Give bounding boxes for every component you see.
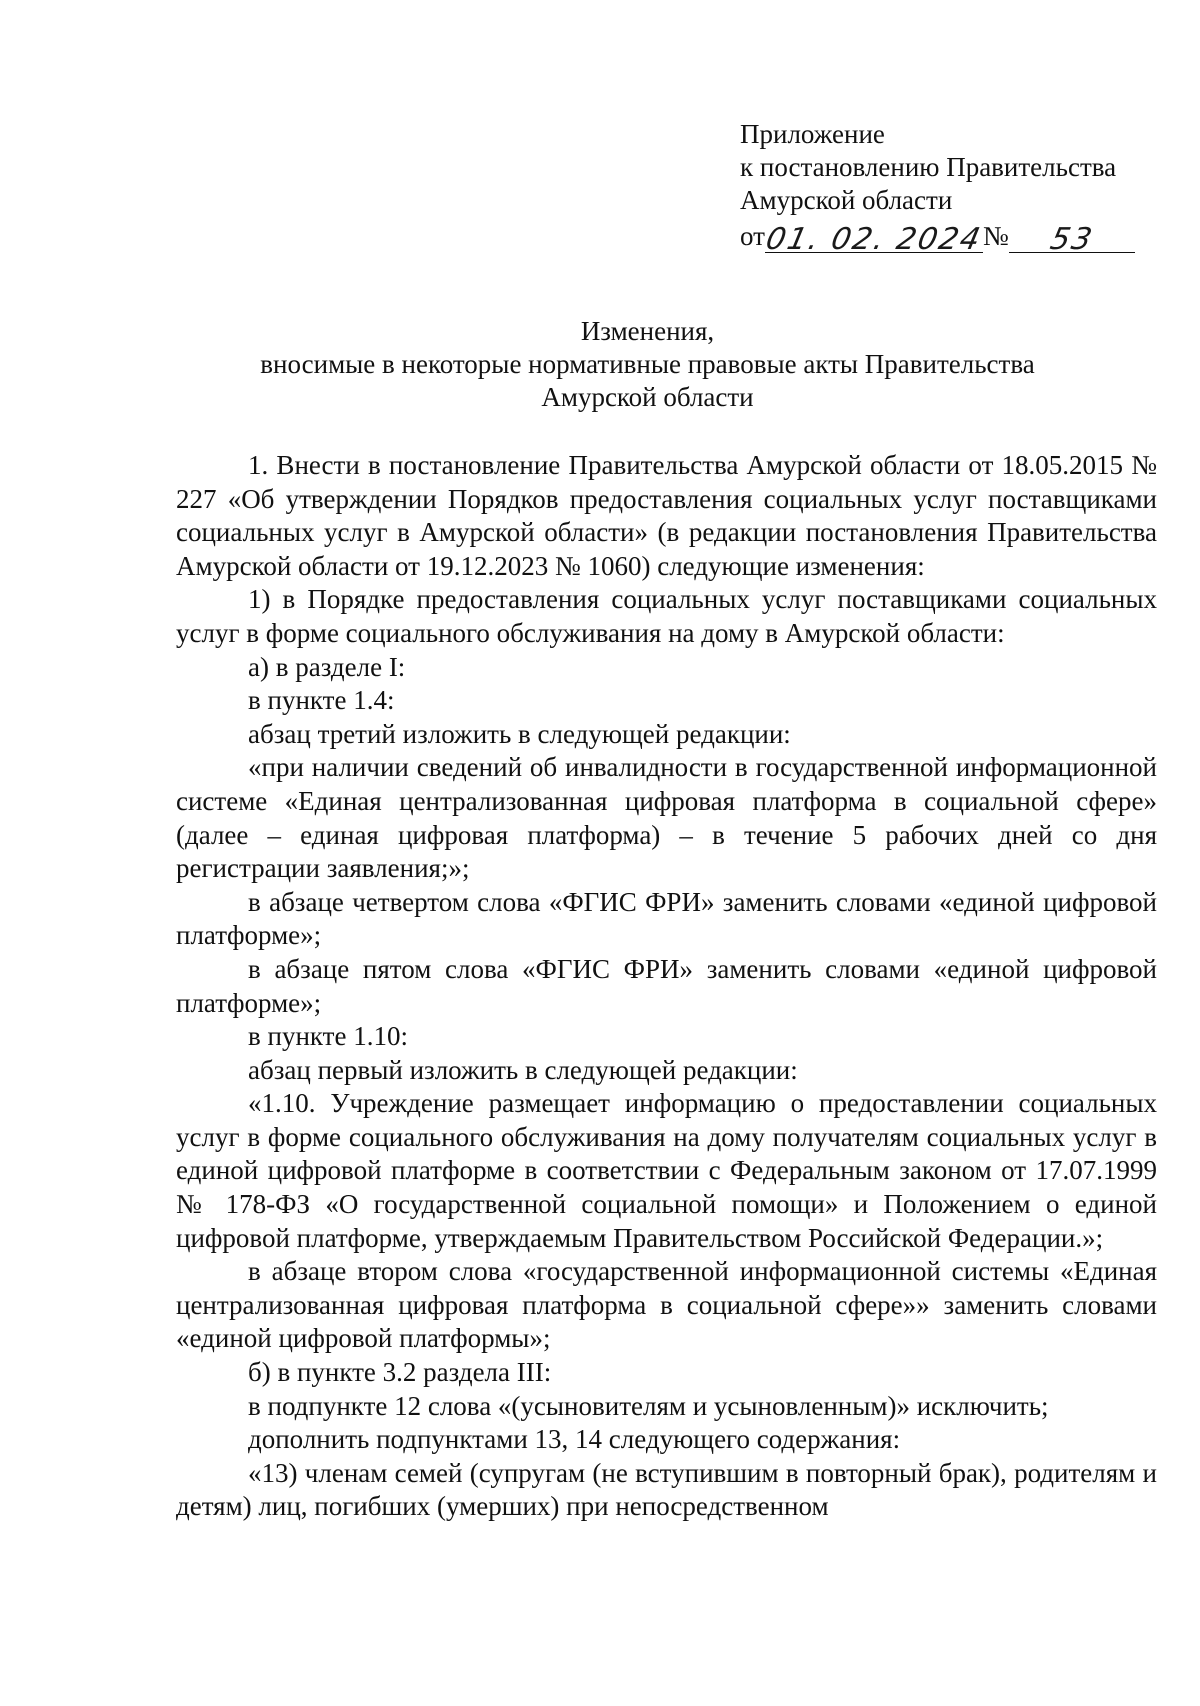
paragraph-subpoint-13: «13) членам семей (супругам (не вступившим в повторный брак), родителям и детям) лиц, погибших (умерших) при непосредственном — [176, 1457, 1157, 1522]
approval-header — [740, 118, 1140, 257]
paragraph-second-abzac: в абзаце втором слова «государственной информационной системы «Единая централизованная цифровая платформа в социальной сфере»» заменить словами «единой цифровой платформы»; — [176, 1256, 1157, 1354]
paragraph-section-a: а) в разделе I: — [248, 651, 406, 682]
paragraph-add-subpoints: дополнить подпунктами 13, 14 следующего содержания: — [248, 1424, 901, 1455]
date-prefix: от — [740, 221, 765, 251]
number-prefix: № — [982, 221, 1009, 251]
title-line-3: Амурской области — [541, 382, 754, 412]
date-field — [762, 220, 986, 257]
document-title — [180, 315, 1115, 414]
header-line-resolution: к постановлению Правительства — [740, 152, 1117, 182]
number-field — [1009, 220, 1135, 257]
paragraph-subpoint-12: в подпункте 12 слова «(усыновителям и усыновленным)» исключить; — [248, 1390, 1049, 1421]
paragraph-third-abzac: абзац третий изложить в следующей редакции: — [248, 718, 791, 749]
paragraph-new-text-disability: «при наличии сведений об инвалидности в государственной информационной системе «Единая централизованная цифровая платформа в социальной сфере» (далее – единая цифровая платформа) – в течение 5 рабочих дней со дня регистрации заявления;»; — [176, 752, 1157, 884]
paragraph-fifth-abzac: в абзаце пятом слова «ФГИС ФРИ» заменить словами «единой цифровой платформе»; — [176, 953, 1157, 1018]
paragraph-section-b: б) в пункте 3.2 раздела III: — [248, 1357, 552, 1388]
paragraph-point-1-4: в пункте 1.4: — [248, 685, 395, 716]
handwritten-number: 53 — [1046, 222, 1097, 257]
title-line-1: Изменения, — [580, 316, 715, 346]
paragraph-item-1: 1. Внести в постановление Правительства Амурской области от 18.05.2015 № 227 «Об утверждении Порядков предоставления социальных услуг поставщиками социальных услуг в Амурской области» (в редакции постановления Правительства Амурской области от 19.12.2023 № 1060) следующие изменения: — [176, 450, 1157, 581]
paragraph-new-text-1-10: «1.10. Учреждение размещает информацию о предоставлении социальных услуг в форме социального обслуживания на дому получателям социальных услуг в единой цифровой платформе в соответствии с Федеральным законом от 17.07.1999 № 178-ФЗ «О государственной социальной помощи» и Положением о единой цифровой платформе, утверждаемым Правительством Российской Федерации.»; — [176, 1088, 1157, 1253]
header-date-number-row — [740, 217, 1140, 257]
paragraph-subitem-1: 1) в Порядке предоставления социальных услуг поставщиками социальных услуг в форме социального обслуживания на дому в Амурской области: — [176, 584, 1157, 648]
paragraph-fourth-abzac: в абзаце четвертом слова «ФГИС ФРИ» заменить словами «единой цифровой платформе»; — [176, 886, 1157, 951]
title-line-2: вносимые в некоторые нормативные правовые акты Правительства — [260, 349, 1035, 379]
handwritten-date: 01. 02. 2024 — [762, 222, 986, 257]
header-line-appendix: Приложение — [740, 119, 885, 149]
header-line-region: Амурской области — [740, 185, 953, 215]
document-body — [176, 449, 1157, 1524]
paragraph-first-abzac: абзац первый изложить в следующей редакции: — [248, 1054, 798, 1085]
paragraph-point-1-10: в пункте 1.10: — [248, 1021, 408, 1052]
